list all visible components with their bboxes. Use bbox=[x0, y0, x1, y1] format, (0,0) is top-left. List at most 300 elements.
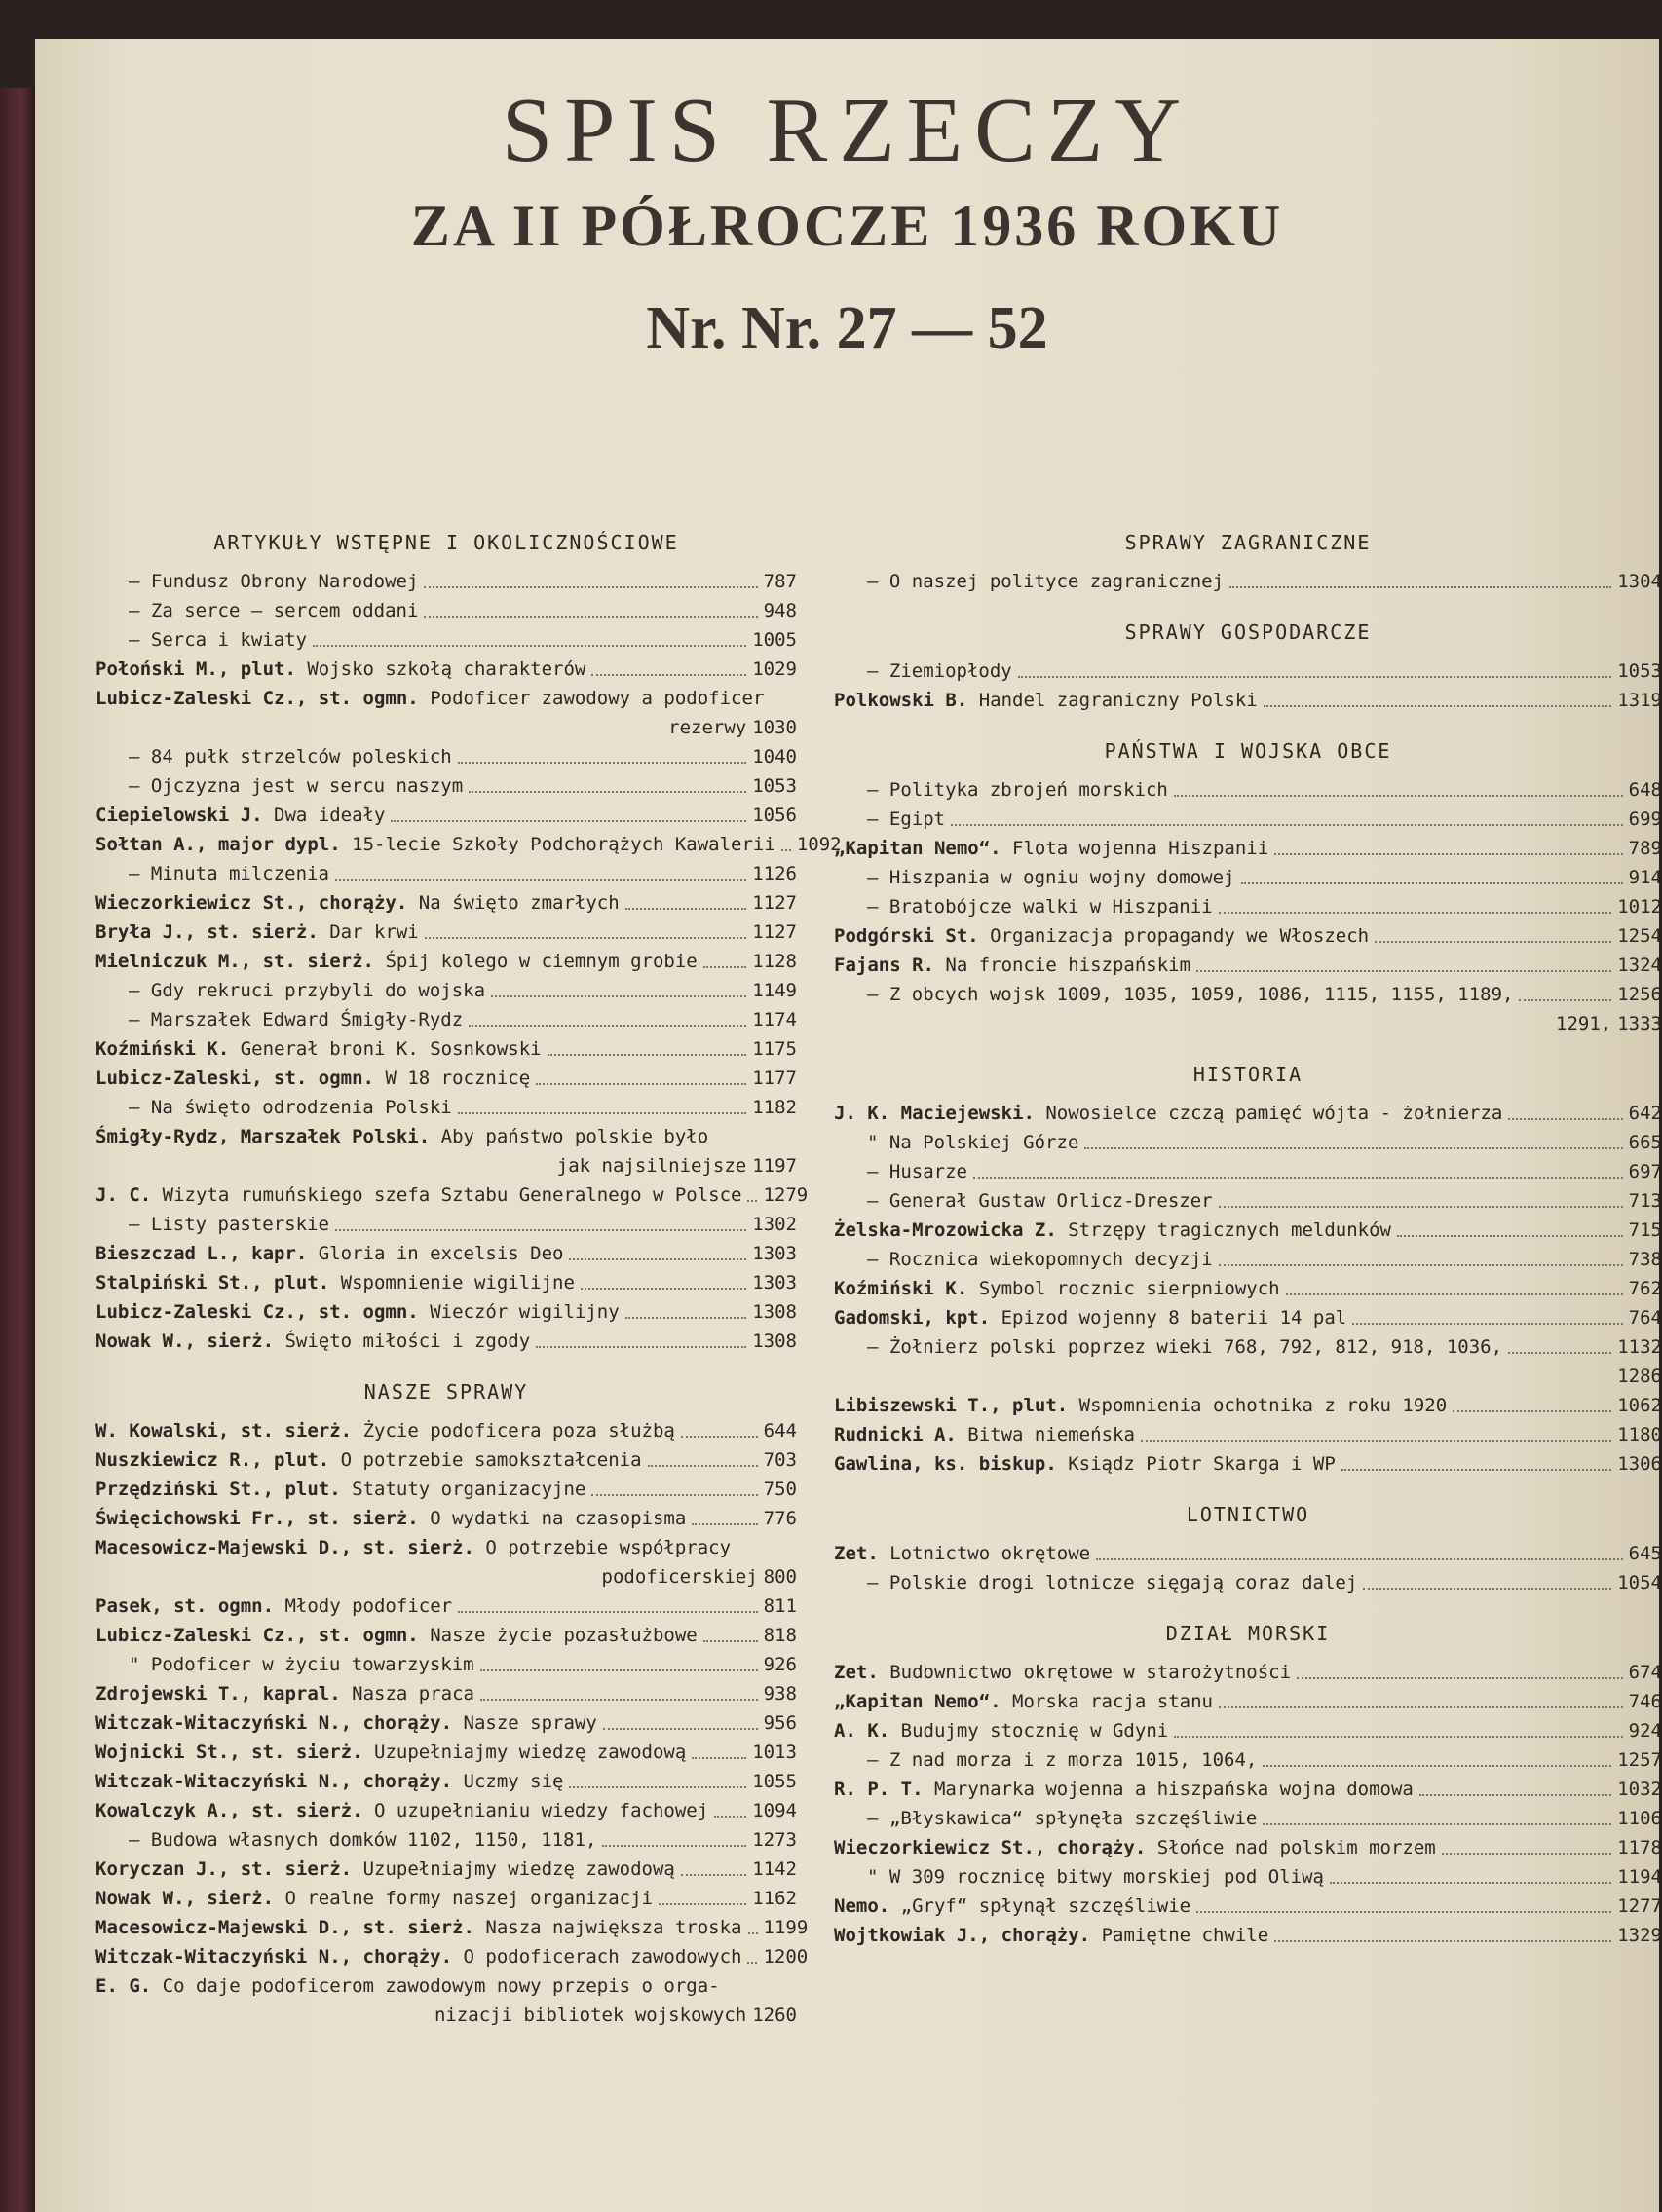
entry-text bbox=[95, 1327, 530, 1356]
entry-title: — Rocznica wiekopomnych decyzji bbox=[867, 1249, 1213, 1270]
toc-entry bbox=[95, 2001, 797, 2030]
entry-author: Lubicz-Zaleski Cz., st. ogmn. bbox=[95, 1625, 419, 1646]
entry-title: " W 309 rocznicę bitwy morskiej pod Oliwą bbox=[867, 1866, 1324, 1888]
dot-leader bbox=[625, 908, 747, 910]
entry-text bbox=[95, 1592, 452, 1621]
toc-entry bbox=[95, 1708, 797, 1738]
entry-text bbox=[834, 1716, 1168, 1745]
toc-entry bbox=[95, 1942, 809, 1971]
entry-text bbox=[834, 1862, 1324, 1892]
toc-entry bbox=[95, 1825, 797, 1855]
entry-title: — Bratobójcze walki w Hiszpanii bbox=[867, 896, 1213, 918]
entry-page: 1319 bbox=[1617, 690, 1662, 711]
toc-entry bbox=[834, 1921, 1662, 1950]
toc-entry bbox=[95, 1855, 797, 1884]
dot-leader bbox=[1352, 1323, 1622, 1325]
dot-leader bbox=[569, 1258, 746, 1260]
entry-title: Dar krwi bbox=[329, 921, 419, 943]
entry-text bbox=[95, 859, 329, 888]
entry-title: Uzupełniajmy wiedzę zawodową bbox=[362, 1858, 675, 1880]
entry-page: 1182 bbox=[752, 1097, 797, 1118]
entry-text bbox=[834, 1216, 1391, 1245]
entry-text bbox=[95, 947, 698, 976]
entry-page: 738 bbox=[1628, 1249, 1662, 1270]
dot-leader bbox=[1219, 1206, 1623, 1208]
dot-leader bbox=[1084, 1147, 1622, 1149]
entry-author: Stalpiński St., plut. bbox=[95, 1272, 330, 1293]
entry-author: Macesowicz-Majewski D., st. sierż. bbox=[95, 1537, 474, 1558]
entry-text bbox=[95, 1151, 752, 1181]
toc-entry bbox=[95, 859, 797, 888]
entry-title: Nowosielce czczą pamięć wójta - żołnierza bbox=[1045, 1103, 1503, 1124]
entry-text bbox=[95, 1855, 675, 1884]
entry-author: Pasek, st. ogmn. bbox=[95, 1595, 275, 1617]
dot-leader bbox=[536, 1346, 746, 1348]
entry-page: 1178 bbox=[1617, 1837, 1662, 1858]
dot-leader bbox=[491, 995, 746, 997]
toc-entry bbox=[95, 1064, 797, 1093]
entry-text bbox=[95, 1767, 563, 1796]
entry-page: 1106 bbox=[1617, 1808, 1662, 1829]
entry-page: 1273 bbox=[752, 1829, 797, 1851]
toc-entry bbox=[95, 888, 797, 918]
entry-page: 1053 bbox=[1617, 660, 1662, 682]
dot-leader bbox=[1508, 1118, 1622, 1120]
entry-title: Wspomnienie wigilijne bbox=[340, 1272, 575, 1293]
entry-page: 818 bbox=[763, 1625, 797, 1646]
dot-leader bbox=[951, 824, 1623, 826]
entry-title: Generał broni K. Sosnkowski bbox=[240, 1038, 542, 1060]
entry-author: Kowalczyk A., st. sierż. bbox=[95, 1800, 363, 1821]
toc-entry bbox=[834, 1332, 1662, 1362]
entry-author: Nowak W., sierż. bbox=[95, 1331, 275, 1352]
entry-page: 1005 bbox=[752, 629, 797, 651]
entry-title: — Na święto odrodzenia Polski bbox=[129, 1097, 452, 1118]
dot-leader bbox=[681, 1436, 758, 1438]
entry-text bbox=[95, 655, 585, 684]
entry-text bbox=[95, 1093, 452, 1122]
dot-leader bbox=[1419, 1794, 1611, 1796]
dot-leader bbox=[973, 1177, 1623, 1179]
dot-leader bbox=[1264, 705, 1612, 707]
entry-page: 1302 bbox=[752, 1214, 797, 1235]
toc-entry bbox=[95, 918, 797, 947]
dot-leader bbox=[536, 1083, 746, 1085]
toc-entry bbox=[95, 1738, 797, 1767]
entry-title: Gloria in excelsis Deo bbox=[318, 1243, 564, 1264]
entry-text bbox=[834, 1099, 1502, 1128]
toc-entry bbox=[95, 1796, 797, 1825]
entry-text bbox=[834, 1804, 1257, 1833]
dot-leader bbox=[480, 1669, 758, 1671]
entry-text bbox=[95, 1122, 708, 1151]
toc-entry bbox=[834, 1099, 1662, 1128]
entry-title: Aby państwo polskie było bbox=[440, 1126, 709, 1147]
entry-page: 1279 bbox=[763, 1184, 809, 1206]
entry-text bbox=[834, 1568, 1357, 1597]
entry-author: W. Kowalski, st. sierż. bbox=[95, 1420, 353, 1442]
entry-text bbox=[95, 625, 307, 655]
entry-title: Wojsko szkołą charakterów bbox=[307, 658, 586, 680]
dot-leader bbox=[681, 1874, 746, 1876]
dot-leader bbox=[1141, 1440, 1611, 1442]
toc-section bbox=[834, 1500, 1662, 1597]
entry-title: nizacji bibliotek wojskowych bbox=[434, 2005, 747, 2026]
entry-title: Budownictwo okrętowe w starożytności bbox=[889, 1662, 1292, 1683]
entry-author: Mielniczuk M., st. sierż. bbox=[95, 951, 374, 972]
toc-entry bbox=[95, 1445, 797, 1475]
entry-page: 789 bbox=[1628, 838, 1662, 859]
dot-leader bbox=[1174, 795, 1623, 797]
entry-text bbox=[834, 775, 1168, 805]
dot-leader bbox=[335, 879, 746, 881]
entry-page: 713 bbox=[1628, 1190, 1662, 1212]
toc-entry bbox=[95, 1239, 797, 1268]
entry-title: — Gdy rekruci przybyli do wojska bbox=[129, 980, 486, 1001]
entry-title: — Hiszpania w ogniu wojny domowej bbox=[867, 867, 1235, 888]
entry-author: Witczak-Witaczyński N., chorąży. bbox=[95, 1712, 453, 1734]
entry-author: Sołtan A., major dypl. bbox=[95, 834, 341, 855]
dot-leader bbox=[1375, 941, 1611, 943]
entry-page: 1029 bbox=[752, 658, 797, 680]
entry-title: — Budowa własnych domków 1102, 1150, 1181, bbox=[129, 1829, 597, 1851]
entry-page: 645 bbox=[1628, 1543, 1662, 1564]
entry-page: 750 bbox=[763, 1479, 797, 1500]
section-title: DZIAŁ MORSKI bbox=[1165, 1622, 1331, 1645]
entry-title: Flota wojenna Hiszpanii bbox=[1012, 838, 1269, 859]
entry-title: " Podoficer w życiu towarzyskim bbox=[129, 1654, 474, 1675]
toc-entry bbox=[95, 1533, 797, 1562]
dot-leader bbox=[335, 1229, 746, 1231]
entry-title: 1291, bbox=[1556, 1013, 1612, 1034]
entry-title: Bitwa niemeńska bbox=[967, 1424, 1135, 1445]
dot-leader bbox=[591, 674, 746, 676]
entry-author: R. P. T. bbox=[834, 1779, 924, 1800]
entry-title: — Marszałek Edward Śmigły-Rydz bbox=[129, 1009, 464, 1031]
toc-entry bbox=[834, 686, 1662, 715]
entry-author: Wieczorkiewicz St., chorąży. bbox=[834, 1837, 1147, 1858]
entry-title: Epizod wojenny 8 baterii 14 pal bbox=[1001, 1307, 1347, 1329]
entry-page: 1197 bbox=[752, 1155, 797, 1177]
entry-title: — Egipt bbox=[867, 808, 946, 830]
toc-entry bbox=[834, 1833, 1662, 1862]
toc-entry bbox=[95, 1268, 797, 1297]
entry-text bbox=[95, 1621, 698, 1650]
entry-text bbox=[95, 1210, 329, 1239]
entry-page: 1040 bbox=[752, 746, 797, 768]
entry-text bbox=[95, 713, 752, 742]
dot-leader bbox=[692, 1757, 746, 1759]
entry-text bbox=[834, 1303, 1346, 1332]
entry-title: Święto miłości i zgody bbox=[284, 1331, 531, 1352]
dot-leader bbox=[692, 1523, 757, 1525]
entry-author: Śmigły-Rydz, Marszałek Polski. bbox=[95, 1126, 431, 1147]
entry-title: Pamiętne chwile bbox=[1101, 1925, 1269, 1946]
toc-entry bbox=[95, 1884, 797, 1913]
entry-author: „Kapitan Nemo“. bbox=[834, 1691, 1001, 1712]
entry-title: — Listy pasterskie bbox=[129, 1214, 329, 1235]
entry-text bbox=[95, 742, 452, 771]
toc-entry bbox=[834, 567, 1662, 596]
entry-text bbox=[95, 1504, 686, 1533]
entry-text bbox=[834, 863, 1235, 892]
dot-leader bbox=[581, 1288, 746, 1290]
entry-text bbox=[834, 1186, 1213, 1216]
entry-text bbox=[834, 834, 1268, 863]
section-title: SPRAWY GOSPODARCZE bbox=[1124, 620, 1372, 644]
toc-entry bbox=[834, 1745, 1662, 1775]
dot-leader bbox=[1274, 853, 1623, 855]
toc-entry bbox=[834, 1216, 1662, 1245]
right-column bbox=[834, 506, 1662, 1956]
toc-entry bbox=[95, 830, 842, 859]
dot-leader bbox=[1363, 1588, 1611, 1590]
entry-title: — Ziemiopłody bbox=[867, 660, 1012, 682]
entry-author: Lubicz-Zaleski, st. ogmn. bbox=[95, 1068, 374, 1089]
dot-leader bbox=[458, 1611, 758, 1613]
entry-title: Co daje podoficerom zawodowym nowy przepis o orga- bbox=[162, 1975, 720, 1997]
entry-text bbox=[834, 980, 1513, 1009]
toc-entry bbox=[834, 1716, 1662, 1745]
entry-author: Żelska-Mrozowicka Z. bbox=[834, 1219, 1057, 1241]
entry-text bbox=[834, 1274, 1280, 1303]
entry-page: 776 bbox=[763, 1508, 797, 1529]
toc-section bbox=[834, 618, 1662, 715]
toc-entry bbox=[834, 1658, 1662, 1687]
entry-text bbox=[95, 1034, 542, 1064]
entry-title: jak najsilniejsze bbox=[556, 1155, 747, 1177]
entry-author: Witczak-Witaczyński N., chorąży. bbox=[95, 1771, 453, 1792]
entry-title: O wydatki na czasopisma bbox=[430, 1508, 687, 1529]
entry-page: 1303 bbox=[752, 1243, 797, 1264]
entry-author: Koźmiński K. bbox=[834, 1278, 968, 1299]
entry-text bbox=[95, 567, 418, 596]
entry-title: O podoficerach zawodowych bbox=[463, 1946, 742, 1968]
entry-text bbox=[834, 1892, 1190, 1921]
entry-text bbox=[95, 1942, 741, 1971]
dot-leader bbox=[781, 849, 791, 851]
entry-text bbox=[834, 1332, 1502, 1362]
entry-text bbox=[95, 1181, 741, 1210]
entry-text bbox=[95, 684, 764, 713]
entry-title: — Husarze bbox=[867, 1161, 967, 1182]
entry-page: 1056 bbox=[752, 805, 797, 826]
entry-title: — Generał Gustaw Orlicz-Dreszer bbox=[867, 1190, 1213, 1212]
dot-leader bbox=[1397, 1235, 1623, 1237]
entry-text bbox=[95, 1416, 675, 1445]
toc-section bbox=[834, 1060, 1662, 1479]
toc-section bbox=[95, 1377, 809, 2030]
entry-text bbox=[95, 888, 620, 918]
toc-entry bbox=[834, 921, 1662, 951]
toc-entry bbox=[95, 1650, 797, 1679]
entry-title: Na froncie hiszpańskim bbox=[945, 955, 1191, 976]
toc-entry bbox=[834, 1391, 1662, 1420]
entry-title: Nasze życie pozasłużbowe bbox=[430, 1625, 698, 1646]
entry-page: 644 bbox=[763, 1420, 797, 1442]
page-subtitle: ZA II PÓŁROCZE 1936 ROKU bbox=[410, 194, 1284, 258]
entry-author: Polkowski B. bbox=[834, 690, 968, 711]
toc-entry bbox=[95, 1504, 797, 1533]
entry-text bbox=[95, 771, 463, 801]
toc-entry bbox=[834, 656, 1662, 686]
toc-entry bbox=[95, 1416, 797, 1445]
dot-leader bbox=[569, 1786, 746, 1788]
toc-entry bbox=[95, 1122, 797, 1151]
entry-title: Wieczór wigilijny bbox=[430, 1301, 620, 1323]
entry-title: W 18 rocznicę bbox=[385, 1068, 531, 1089]
entry-text bbox=[95, 1884, 653, 1913]
entry-text bbox=[834, 567, 1224, 596]
entry-text bbox=[95, 1005, 463, 1034]
entry-title: „Gryf“ spłynął szczęśliwie bbox=[900, 1895, 1191, 1917]
entry-title: Lotnictwo okrętowe bbox=[889, 1543, 1091, 1564]
entry-page: 1092 bbox=[796, 834, 842, 855]
entry-text bbox=[95, 801, 385, 830]
dot-leader bbox=[703, 1640, 758, 1642]
entry-text bbox=[95, 976, 485, 1005]
entry-page: 1286 bbox=[1617, 1366, 1662, 1387]
dot-leader bbox=[313, 645, 746, 647]
entry-text bbox=[834, 951, 1190, 980]
toc-entry bbox=[834, 805, 1662, 834]
left-column bbox=[95, 506, 842, 2036]
dot-leader bbox=[1442, 1853, 1612, 1855]
entry-title: " Na Polskiej Górze bbox=[867, 1132, 1079, 1153]
dot-leader bbox=[648, 1465, 758, 1467]
entry-title: — Ojczyzna jest w sercu naszym bbox=[129, 775, 464, 797]
entry-author: Wojtkowiak J., chorąży. bbox=[834, 1925, 1091, 1946]
toc-entry bbox=[95, 1005, 797, 1034]
entry-page: 642 bbox=[1628, 1103, 1662, 1124]
entry-page: 699 bbox=[1628, 808, 1662, 830]
entry-text bbox=[95, 830, 775, 859]
entry-page: 762 bbox=[1628, 1278, 1662, 1299]
toc-entry bbox=[95, 625, 797, 655]
toc-entry bbox=[834, 1186, 1662, 1216]
entry-text bbox=[95, 1971, 720, 2001]
toc-entry bbox=[834, 951, 1662, 980]
entry-page: 1053 bbox=[752, 775, 797, 797]
entry-page: 1149 bbox=[752, 980, 797, 1001]
toc-entry bbox=[95, 1913, 809, 1942]
dot-leader bbox=[1286, 1293, 1623, 1295]
entry-author: Bieszczad L., kapr. bbox=[95, 1243, 308, 1264]
entry-page: 1126 bbox=[752, 863, 797, 884]
entry-page: 926 bbox=[763, 1654, 797, 1675]
entry-text bbox=[95, 1650, 474, 1679]
entry-author: Zdrojewski T., kapral. bbox=[95, 1683, 341, 1705]
entry-text bbox=[95, 1825, 596, 1855]
entry-text bbox=[95, 1239, 563, 1268]
entry-page: 1132 bbox=[1617, 1336, 1662, 1358]
toc-entry bbox=[95, 1093, 797, 1122]
dot-leader bbox=[548, 1054, 747, 1056]
entry-text bbox=[95, 1562, 764, 1592]
entry-author: Gadomski, kpt. bbox=[834, 1307, 991, 1329]
dot-leader bbox=[424, 586, 757, 588]
toc-entry bbox=[95, 1767, 797, 1796]
entry-title: O potrzebie współpracy bbox=[485, 1537, 732, 1558]
dot-leader bbox=[1196, 970, 1611, 972]
entry-page: 1054 bbox=[1617, 1572, 1662, 1593]
entry-title: — Żołnierz polski poprzez wieki 768, 792, 812, 918, 1036, bbox=[867, 1336, 1503, 1358]
entry-author: Wojnicki St., st. sierż. bbox=[95, 1742, 363, 1763]
entry-page: 1030 bbox=[752, 717, 797, 738]
entry-title: Statuty organizacyjne bbox=[352, 1479, 586, 1500]
entry-page: 1055 bbox=[752, 1771, 797, 1792]
entry-title: Słońce nad polskim morzem bbox=[1156, 1837, 1436, 1858]
entry-page: 1174 bbox=[752, 1009, 797, 1031]
toc-entry bbox=[834, 1449, 1662, 1479]
entry-title: O uzupełnianiu wiedzy fachowej bbox=[374, 1800, 709, 1821]
entry-title: Uczmy się bbox=[463, 1771, 564, 1792]
entry-title: 15-lecie Szkoły Podchorążych Kawalerii bbox=[352, 834, 775, 855]
toc-entry bbox=[95, 1562, 797, 1592]
document-page bbox=[35, 39, 1662, 2212]
entry-title: — Z nad morza i z morza 1015, 1064, bbox=[867, 1749, 1258, 1771]
entry-author: Lubicz-Zaleski Cz., st. ogmn. bbox=[95, 688, 419, 709]
entry-page: 948 bbox=[763, 600, 797, 621]
dot-leader bbox=[714, 1816, 746, 1818]
entry-text bbox=[95, 1064, 530, 1093]
entry-page: 1306 bbox=[1617, 1453, 1662, 1475]
entry-page: 715 bbox=[1628, 1219, 1662, 1241]
entry-author: Nowak W., sierż. bbox=[95, 1888, 275, 1909]
toc-section bbox=[834, 528, 1662, 596]
dot-leader bbox=[659, 1903, 746, 1905]
toc-entry bbox=[834, 863, 1662, 892]
entry-text bbox=[834, 1009, 1617, 1038]
dot-leader bbox=[625, 1317, 747, 1319]
dot-leader bbox=[424, 616, 757, 618]
entry-page: 674 bbox=[1628, 1662, 1662, 1683]
entry-page: 1094 bbox=[752, 1800, 797, 1821]
entry-page: 1012 bbox=[1617, 896, 1662, 918]
entry-title: Wizyta rumuńskiego szefa Sztabu Generalnego w Polsce bbox=[162, 1184, 742, 1206]
entry-page: 1303 bbox=[752, 1272, 797, 1293]
entry-author: J. C. bbox=[95, 1184, 152, 1206]
entry-text bbox=[95, 1475, 585, 1504]
entry-title: — „Błyskawica“ spłynęła szczęśliwie bbox=[867, 1808, 1258, 1829]
entry-page: 1277 bbox=[1617, 1895, 1662, 1917]
entry-page: 1180 bbox=[1617, 1424, 1662, 1445]
dot-leader bbox=[480, 1699, 758, 1701]
entry-text bbox=[834, 1391, 1447, 1420]
entry-page: 800 bbox=[763, 1566, 797, 1588]
entry-page: 1256 bbox=[1617, 984, 1662, 1005]
toc-entry bbox=[95, 947, 797, 976]
entry-page: 1324 bbox=[1617, 955, 1662, 976]
entry-text bbox=[834, 1745, 1257, 1775]
toc-entry bbox=[95, 1475, 797, 1504]
dot-leader bbox=[1263, 1765, 1611, 1767]
entry-text bbox=[95, 2001, 752, 2030]
book-binding bbox=[0, 88, 35, 2212]
entry-title: — Serca i kwiaty bbox=[129, 629, 308, 651]
dot-leader bbox=[748, 1932, 758, 1934]
dot-leader bbox=[1519, 999, 1611, 1001]
entry-page: 1127 bbox=[752, 892, 797, 914]
entry-text bbox=[834, 1775, 1414, 1804]
entry-title: O realne formy naszej organizacji bbox=[284, 1888, 653, 1909]
toc-entry bbox=[834, 892, 1662, 921]
entry-title: Ksiądz Piotr Skarga i WP bbox=[1068, 1453, 1336, 1475]
issue-range: Nr. Nr. 27 — 52 bbox=[646, 295, 1048, 361]
entry-author: Święcichowski Fr., st. sierż. bbox=[95, 1508, 419, 1529]
dot-leader bbox=[1018, 676, 1612, 678]
entry-page: 914 bbox=[1628, 867, 1662, 888]
